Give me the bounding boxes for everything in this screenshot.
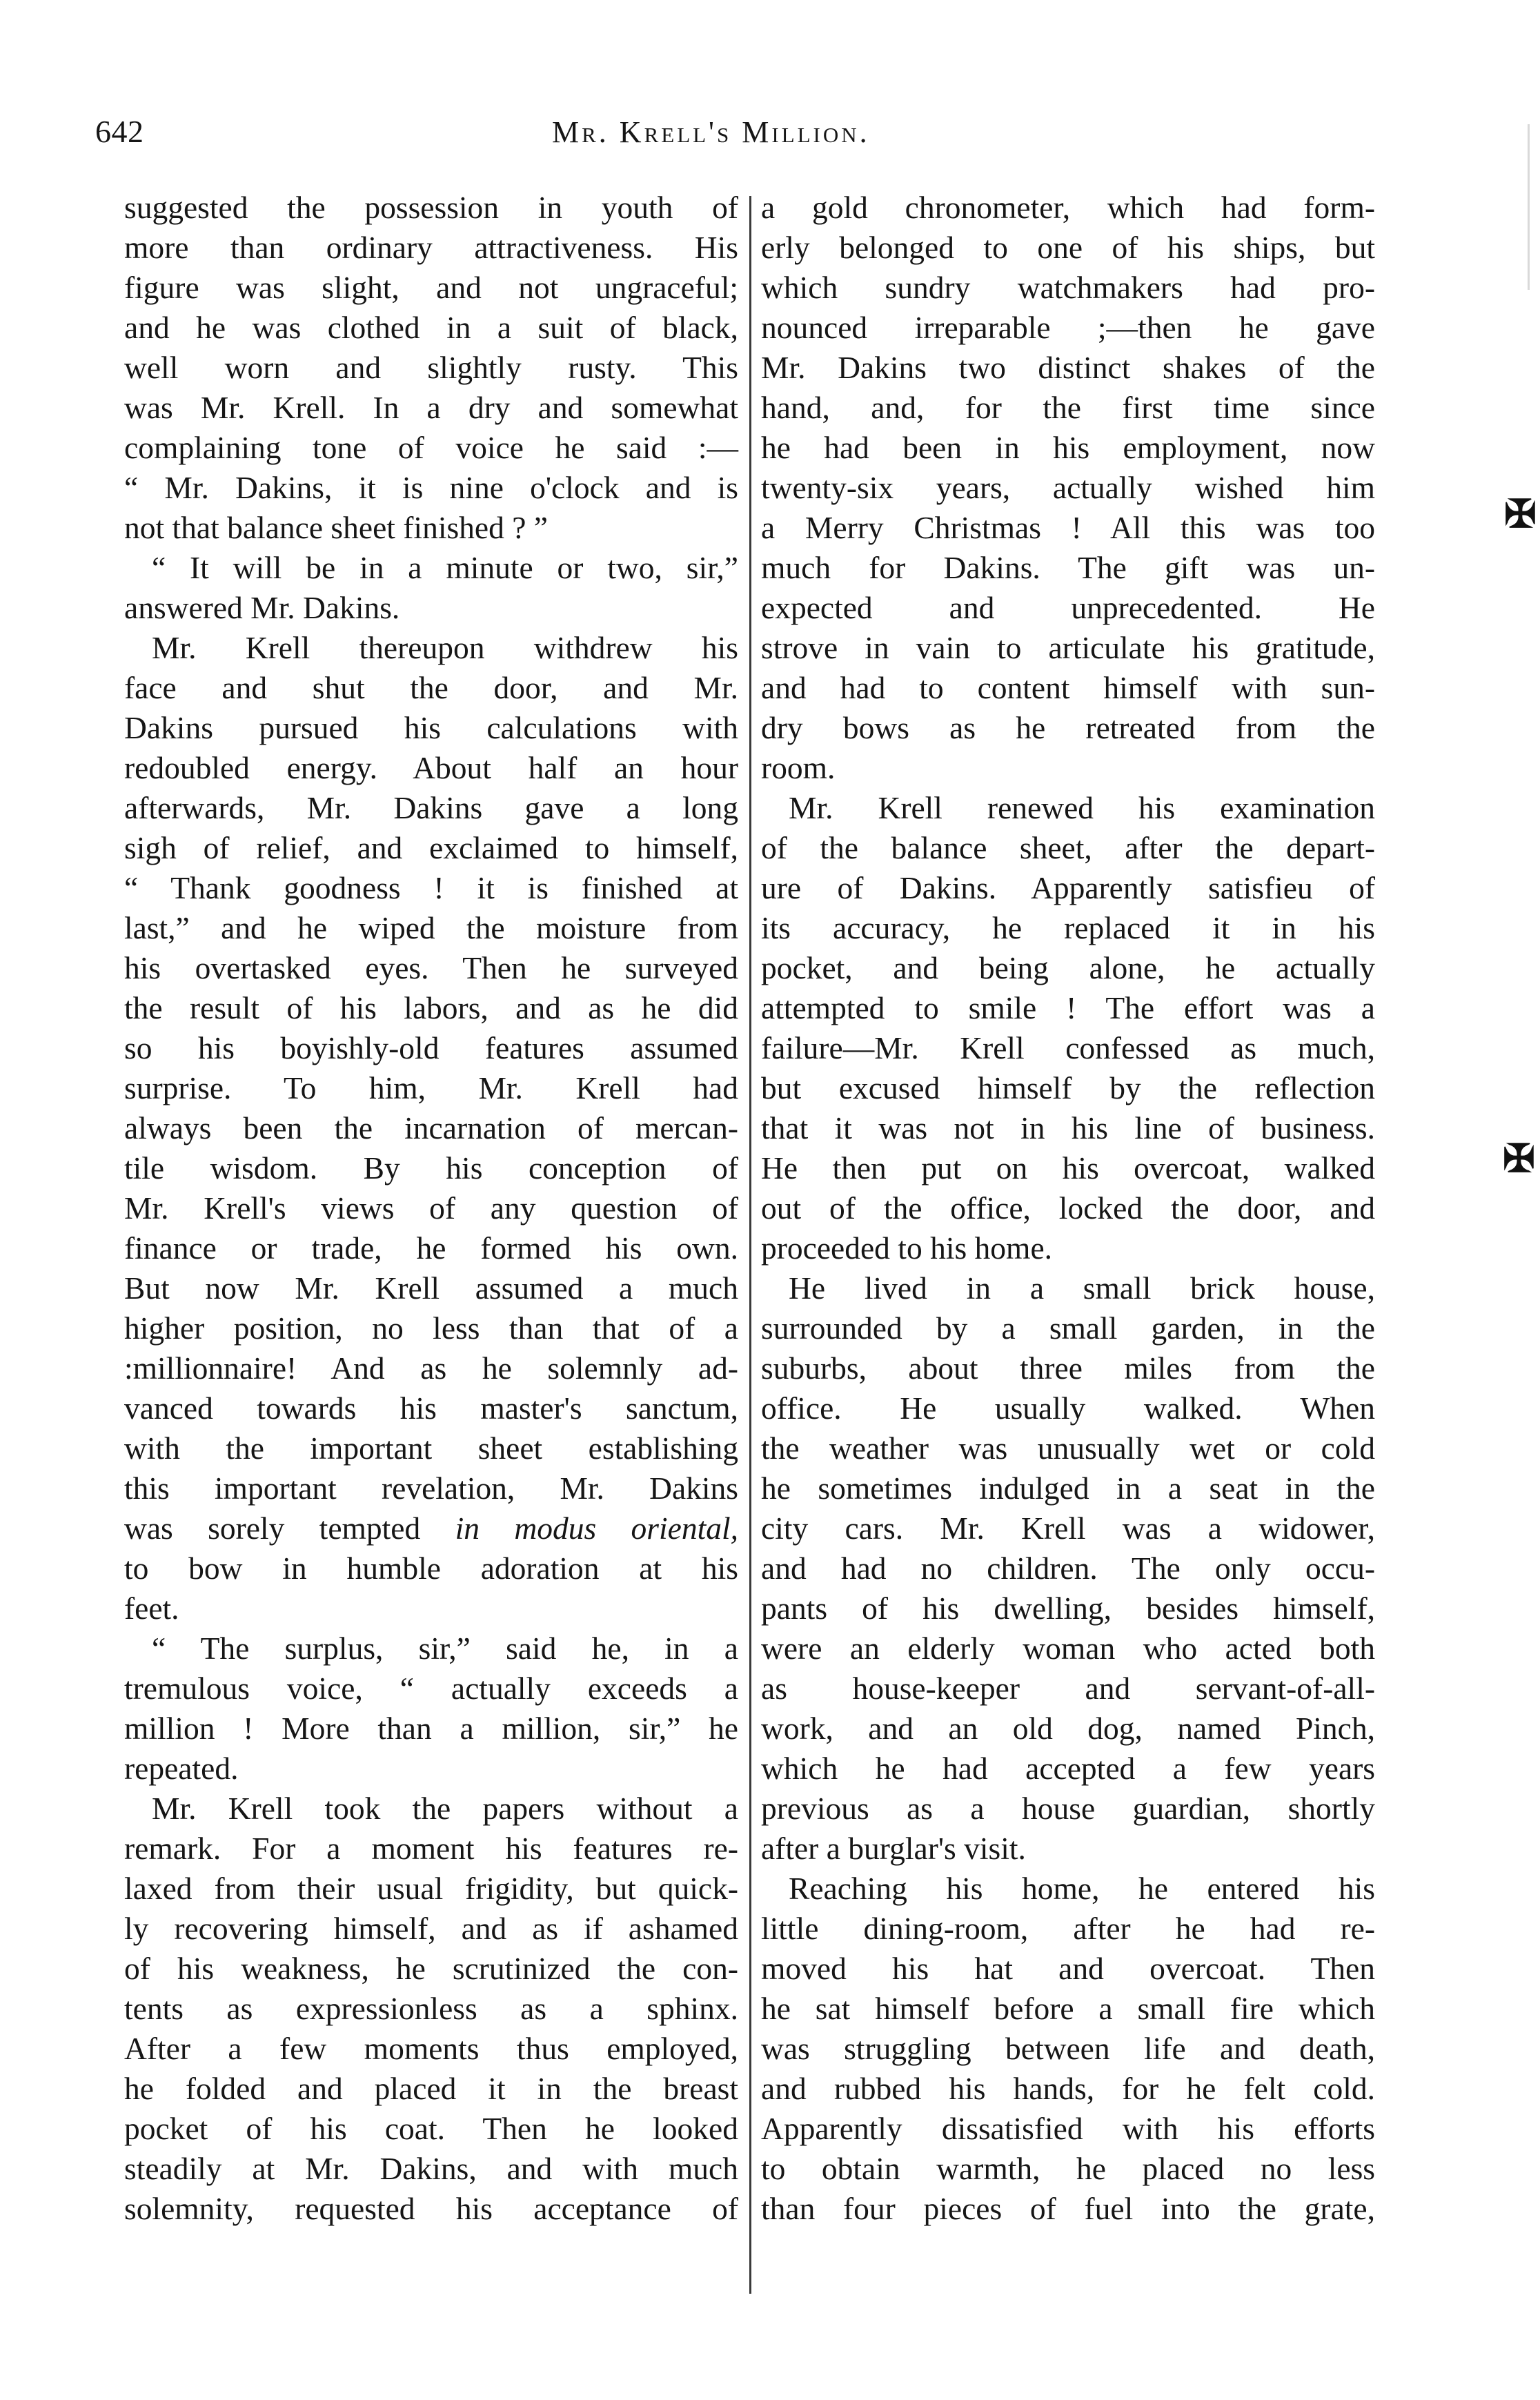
text-line: much for Dakins. The gift was un-: [761, 550, 1375, 585]
text-line: a Merry Christmas ! All this was too: [761, 510, 1375, 545]
column-divider: [749, 196, 751, 2294]
text-line: of his weakness, he scrutinized the con-: [124, 1951, 738, 1986]
text-line: out of the office, locked the door, and: [761, 1190, 1375, 1226]
text-line: strove in vain to articulate his gratitude,: [761, 630, 1375, 665]
text-line: figure was slight, and not ungraceful;: [124, 270, 738, 305]
text-line: work, and an old dog, named Pinch,: [761, 1711, 1375, 1746]
text-line: Mr. Krell's views of any question of: [124, 1190, 738, 1226]
text-line: room.: [761, 750, 836, 785]
text-line: ly recovering himself, and as if ashamed: [124, 1911, 738, 1946]
text-line: previous as a house guardian, shortly: [761, 1791, 1375, 1826]
text-line: “ Mr. Dakins, it is nine o'clock and is: [124, 470, 738, 505]
text-line: so his boyishly-old features assumed: [124, 1030, 738, 1065]
text-line: moved his hat and overcoat. Then: [761, 1951, 1375, 1986]
text-line: [124, 1508, 738, 1548]
text-line: surrounded by a small garden, in the: [761, 1310, 1375, 1346]
text-line: remark. For a moment his features re-: [124, 1831, 738, 1866]
text-line: he folded and placed it in the breast: [124, 2071, 738, 2106]
text-line: steadily at Mr. Dakins, and with much: [124, 2151, 738, 2186]
text-line: that it was not in his line of business.: [761, 1110, 1375, 1145]
running-title: Mr. Krell's Million.: [552, 115, 870, 149]
text-line: Dakins pursued his calculations with: [124, 710, 738, 745]
text-line: he sometimes indulged in a seat in the: [761, 1471, 1375, 1506]
text-line: tents as expressionless as a sphinx.: [124, 1991, 738, 2026]
text-line: always been the incarnation of mercan-: [124, 1110, 738, 1145]
text-line: attempted to smile ! The effort was a: [761, 990, 1375, 1025]
text-line: nounced irreparable ;—then he gave: [761, 310, 1375, 345]
left-text-column: [124, 188, 738, 2229]
text-line: than four pieces of fuel into the grate,: [761, 2191, 1375, 2226]
text-line: a gold chronometer, which had form-: [761, 190, 1375, 225]
text-line: suggested the possession in youth of: [124, 190, 738, 225]
page-number: 642: [95, 114, 144, 149]
text-line: redoubled energy. About half an hour: [124, 750, 738, 785]
text-line: surprise. To him, Mr. Krell had: [124, 1070, 738, 1105]
text-line: to bow in humble adoration at his: [124, 1551, 738, 1586]
text-line: Mr. Krell thereupon withdrew his: [152, 630, 738, 665]
text-line: which sundry watchmakers had pro-: [761, 270, 1375, 305]
text-line: but excused himself by the reflection: [761, 1070, 1375, 1105]
text-line: the weather was unusually wet or cold: [761, 1430, 1375, 1466]
text-line: After a few moments thus employed,: [124, 2031, 738, 2066]
text-line: tremulous voice, “ actually exceeds a: [124, 1671, 738, 1706]
margin-pointer-icon: ✠: [1503, 1138, 1535, 1181]
text-line: to obtain warmth, he placed no less: [761, 2151, 1375, 2186]
text-line: But now Mr. Krell assumed a much: [124, 1270, 738, 1306]
text-line: hand, and, for the first time since: [761, 390, 1375, 425]
text-line: finance or trade, he formed his own.: [124, 1230, 738, 1266]
text-line: last,” and he wiped the moisture from: [124, 910, 738, 945]
text-line: office. He usually walked. When: [761, 1390, 1375, 1426]
text-line: erly belonged to one of his ships, but: [761, 230, 1375, 265]
text-line: Reaching his home, he entered his: [789, 1871, 1375, 1906]
text-line: vanced towards his master's sanctum,: [124, 1390, 738, 1426]
text-line: face and shut the door, and Mr.: [124, 670, 738, 705]
text-line: dry bows as he retreated from the: [761, 710, 1375, 745]
text-line: and rubbed his hands, for he felt cold.: [761, 2071, 1375, 2106]
text-line: “ Thank goodness ! it is finished at: [124, 870, 738, 905]
text-line: tile wisdom. By his conception of: [124, 1150, 738, 1186]
text-line: expected and unprecedented. He: [761, 590, 1375, 625]
margin-pointer-icon: ✠: [1504, 493, 1537, 536]
text-line: complaining tone of voice he said :—: [124, 430, 738, 465]
text-line: Apparently dissatisfied with his efforts: [761, 2111, 1375, 2146]
text-line: not that balance sheet finished ? ”: [124, 510, 549, 545]
text-line: more than ordinary attractiveness. His: [124, 230, 738, 265]
text-line: solemnity, requested his acceptance of: [124, 2191, 738, 2226]
text-line: Mr. Dakins two distinct shakes of the: [761, 350, 1375, 385]
italic-phrase: in modus oriental,: [455, 1511, 738, 1546]
text-line: which he had accepted a few years: [761, 1751, 1375, 1786]
text-line: after a burglar's visit.: [761, 1831, 1026, 1866]
text-line: answered Mr. Dakins.: [124, 590, 400, 625]
text-line: this important revelation, Mr. Dakins: [124, 1471, 738, 1506]
text-line: pocket, and being alone, he actually: [761, 950, 1375, 985]
text-fragment: was sorely tempted: [124, 1511, 421, 1546]
text-line: and had to content himself with sun-: [761, 670, 1375, 705]
text-line: well worn and slightly rusty. This: [124, 350, 738, 385]
text-line: twenty-six years, actually wished him: [761, 470, 1375, 505]
text-line: he had been in his employment, now: [761, 430, 1375, 465]
text-line: He lived in a small brick house,: [789, 1270, 1375, 1306]
text-line: sigh of relief, and exclaimed to himself,: [124, 830, 738, 865]
text-line: “ It will be in a minute or two, sir,”: [152, 550, 738, 585]
text-line: “ The surplus, sir,” said he, in a: [152, 1631, 738, 1666]
text-line: pants of his dwelling, besides himself,: [761, 1591, 1375, 1626]
text-line: million ! More than a million, sir,” he: [124, 1711, 738, 1746]
text-line: of the balance sheet, after the depart-: [761, 830, 1375, 865]
text-line: Mr. Krell renewed his examination: [789, 790, 1375, 825]
text-line: pocket of his coat. Then he looked: [124, 2111, 738, 2146]
text-line: failure—Mr. Krell confessed as much,: [761, 1030, 1375, 1065]
text-line: proceeded to his home.: [761, 1230, 1053, 1266]
right-text-column: [761, 188, 1375, 2229]
text-line: was struggling between life and death,: [761, 2031, 1375, 2066]
text-line: Mr. Krell took the papers without a: [152, 1791, 738, 1826]
text-line: afterwards, Mr. Dakins gave a long: [124, 790, 738, 825]
text-line: its accuracy, he replaced it in his: [761, 910, 1375, 945]
text-line: feet.: [124, 1591, 179, 1626]
text-line: little dining-room, after he had re-: [761, 1911, 1375, 1946]
text-line: :millionnaire! And as he solemnly ad-: [124, 1350, 738, 1386]
text-line: repeated.: [124, 1751, 239, 1786]
text-line: He then put on his overcoat, walked: [761, 1150, 1375, 1186]
text-line: he sat himself before a small fire which: [761, 1991, 1375, 2026]
text-line: ure of Dakins. Apparently satisfieu of: [761, 870, 1375, 905]
text-line: were an elderly woman who acted both: [761, 1631, 1375, 1666]
text-line: his overtasked eyes. Then he surveyed: [124, 950, 738, 985]
text-line: with the important sheet establishing: [124, 1430, 738, 1466]
text-line: the result of his labors, and as he did: [124, 990, 738, 1025]
text-line: suburbs, about three miles from the: [761, 1350, 1375, 1386]
text-line: laxed from their usual frigidity, but quick-: [124, 1871, 738, 1906]
text-line: as house-keeper and servant-of-all-: [761, 1671, 1375, 1706]
text-line: was Mr. Krell. In a dry and somewhat: [124, 390, 738, 425]
text-line: and had no children. The only occu-: [761, 1551, 1375, 1586]
text-line: and he was clothed in a suit of black,: [124, 310, 738, 345]
text-line: higher position, no less than that of a: [124, 1310, 738, 1346]
text-line: city cars. Mr. Krell was a widower,: [761, 1511, 1375, 1546]
page-edge-mark: [1528, 124, 1530, 290]
